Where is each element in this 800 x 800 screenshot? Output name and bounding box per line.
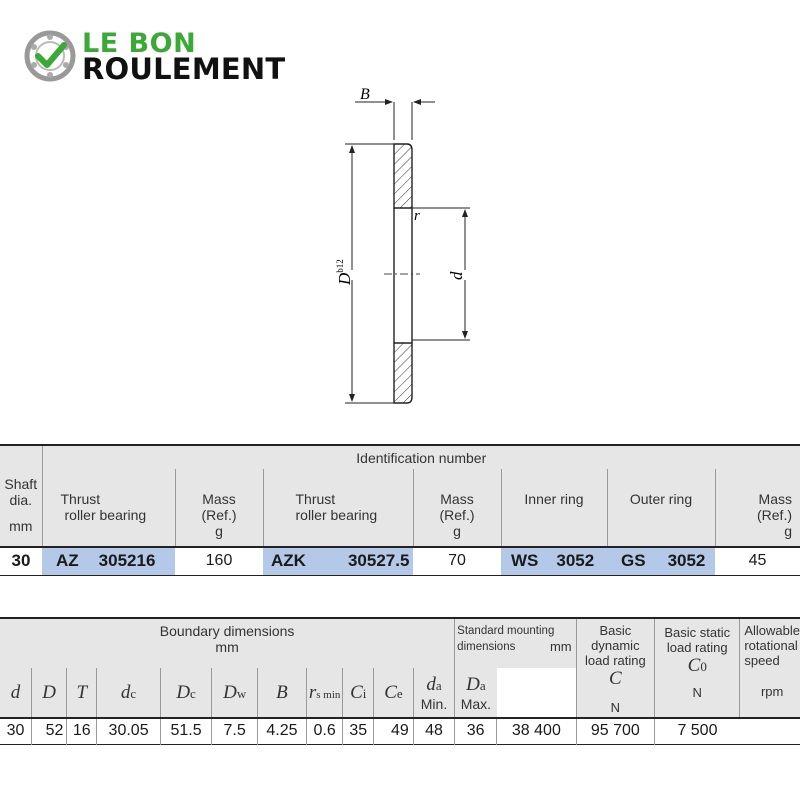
static-load-header: Basic static load rating C0 N <box>655 618 740 718</box>
outer-ring-header: Outer ring <box>607 469 715 547</box>
brand-line2: ROULEMENT <box>82 52 286 86</box>
label-D: $D^{b12}$ <box>335 259 354 285</box>
sym-Da: Da Max. <box>455 668 497 718</box>
label-r: r <box>414 208 420 224</box>
gs-code: GS 3052 <box>607 547 715 575</box>
ws-code: WS 3052 <box>501 547 607 575</box>
shaft-value: 30 <box>11 551 31 571</box>
value-Dw: 7.5 <box>212 718 258 744</box>
dynamic-load-header: Basic dynamic load rating C N <box>576 618 654 718</box>
value-D: 52 <box>31 718 66 744</box>
table-row <box>0 547 800 575</box>
value-Da: 36 <box>455 718 497 744</box>
label-d: d <box>447 271 466 280</box>
sym-Ci: Ci <box>343 668 374 718</box>
speed-header: Allowable rotational speed rpm <box>740 618 800 718</box>
az-code: AZ 305216 <box>42 547 175 575</box>
identification-header: Identification number <box>42 445 800 469</box>
label-b: B <box>360 86 370 103</box>
value-dc: 30.05 <box>97 718 161 744</box>
mass-header-3: Mass (Ref.) g <box>715 469 800 547</box>
standard-mounting-header: Standard mounting dimensions mm <box>455 618 576 668</box>
sym-Dc: Dc <box>160 668 211 718</box>
value-B: 4.25 <box>258 718 307 744</box>
sym-Dw: Dw <box>212 668 258 718</box>
value-Ci: 35 <box>343 718 374 744</box>
value-C0: 95 700 <box>576 718 654 744</box>
mass-header-2: Mass (Ref.) g <box>413 469 501 547</box>
mass2-value: 70 <box>448 552 466 570</box>
brand-logo <box>24 28 304 86</box>
bearing-drawing <box>300 80 500 410</box>
inner-ring-header: Inner ring <box>501 469 607 547</box>
mass-header-1: Mass (Ref.) g <box>175 469 263 547</box>
value-rs: 0.6 <box>306 718 342 744</box>
sym-dc: dc <box>97 668 161 718</box>
sym-Ce: Ce <box>374 668 414 718</box>
value-d: 30 <box>6 722 25 740</box>
value-da: 48 <box>413 718 454 744</box>
sym-D: D <box>31 668 66 718</box>
sym-da: da Min. <box>413 668 454 718</box>
thrust-bearing-header-1: Thrust roller bearing <box>42 469 175 547</box>
mass1-value: 160 <box>205 552 233 570</box>
azk-code: AZK 30527.5 <box>263 547 413 575</box>
value-speed: 7 500 <box>655 718 740 744</box>
thrust-bearing-header-2: Thrust roller bearing <box>263 469 413 547</box>
value-Dc: 51.5 <box>160 718 211 744</box>
mass3-value: 45 <box>748 552 767 570</box>
table-row <box>0 718 800 744</box>
dimensions-table <box>0 617 800 745</box>
sym-d: d <box>10 681 21 703</box>
value-C: 38 400 <box>497 718 577 744</box>
sym-B: B <box>258 668 307 718</box>
value-Ce: 49 <box>374 718 414 744</box>
sym-rs: rs min <box>306 668 342 718</box>
sym-T: T <box>67 668 97 718</box>
shaft-header: Shaft dia. mm <box>4 476 38 534</box>
brand-line1: LE BON <box>82 28 197 59</box>
identification-table <box>0 444 800 576</box>
boundary-header: Boundary dimensions mm <box>159 623 295 655</box>
bearing-check-icon <box>24 30 76 82</box>
value-T: 16 <box>67 718 97 744</box>
